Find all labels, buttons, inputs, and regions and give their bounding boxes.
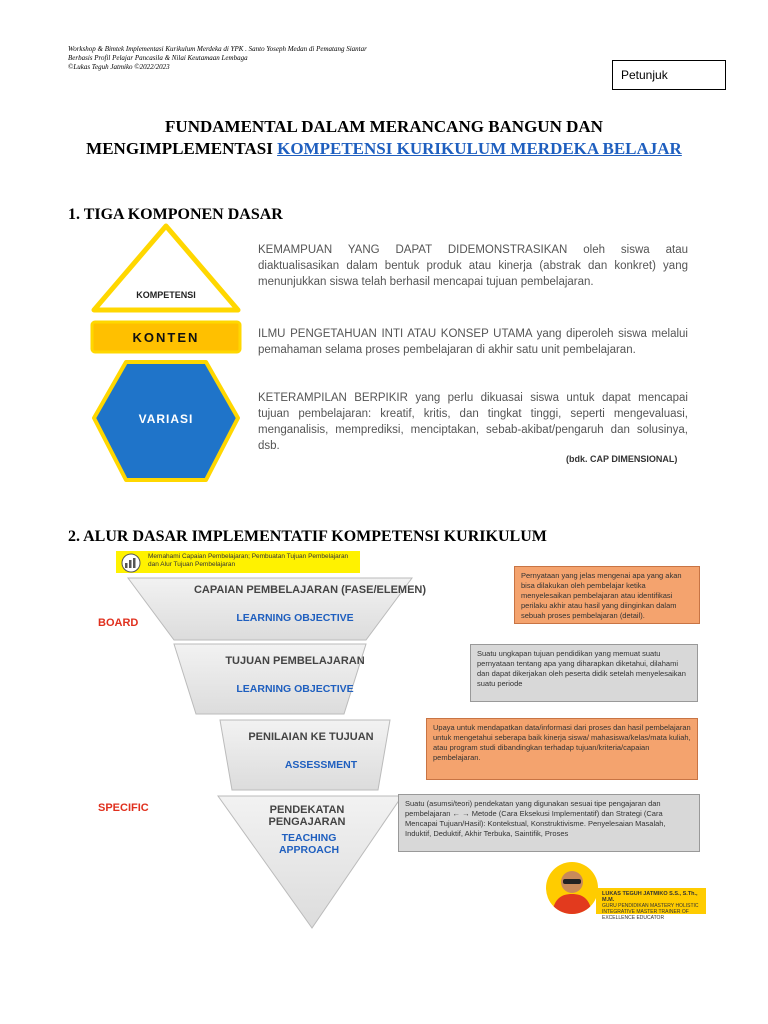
components-diagram: [86, 222, 246, 488]
page-title: [40, 116, 728, 160]
description-box-1: Pernyataan yang jelas mengenai apa yang akan bisa dilakukan oleh pembelajar ketika menyelesaikan pembelajaran atau identifikasi perilaku akhir atau hasil yang diinginkan dalam sebuah proses pembelajaran (detail).: [514, 566, 700, 624]
description-box-3: Upaya untuk mendapatkan data/informasi dari proses dan hasil pembelajaran untuk mengetahui seberapa baik kinerja siswa/ mahasiswa/kelas/mata kuliah, atau program studi dibandingkan terhadap tujuan/kriteria/capaian pembelajaran.: [426, 718, 698, 780]
note-top-text: Memahami Capaian Pembelajaran; Pembuatan Tujuan Pembelajaran dan Alur Tujuan Pembelajaran: [148, 553, 349, 568]
person-icon: [546, 862, 598, 914]
author-avatar: [546, 862, 598, 914]
variasi-label: VARIASI: [138, 412, 194, 426]
konten-description: ILMU PENGETAHUAN INTI ATAU KONSEP UTAMA yang diperoleh siswa melalui pemahaman selama proses pembelajaran di akhir satu unit pembelajaran.: [258, 328, 688, 356]
header-line-2: Berbasis Profil Pelajar Pancasila & Nilai Keutamaan Lembaga: [68, 54, 248, 62]
specific-label: SPECIFIC: [98, 802, 149, 814]
author-badge: [596, 888, 706, 921]
title-line-1: FUNDAMENTAL DALAM MERANCANG BANGUN DAN: [165, 117, 603, 136]
description-box-4: Suatu (asumsi/teori) pendekatan yang digunakan sesuai tipe pengajaran dan pembelajaran ← → Metode (Cara Eksekusi Implementatif) dan Strategi (Cara Mencapai Tujuan/Hasil): Kontekstual, Konstruktivisme. Penyelesaian Masalah, Induktif, Deduktif, Akhir Terbuka, Saintifik, Proses: [398, 794, 700, 852]
note-top: [116, 551, 360, 573]
description-box-2: Suatu ungkapan tujuan pendidikan yang memuat suatu pernyataan tentang apa yang diharapkan diketahui, dilahami dan dapat dikerjakan oleh peserta didik setelah menyelesaikan suatu periode: [470, 644, 698, 702]
header-line-1: Workshop & Bimtek Implementasi Kurikulum Merdeka di YPK . Santo Yoseph Medan di Pematang Siantar: [68, 45, 367, 53]
konten-label: KONTEN: [132, 330, 200, 345]
petunjuk-box[interactable]: Petunjuk: [612, 60, 726, 90]
variasi-description: KETERAMPILAN BERPIKIR yang perlu dikuasai siswa untuk dapat mencapai tujuan pembelajaran: kreatif, kritis, dan tingkat tinggi, seperti mengevaluasi, menganalisis, memprediksi, menciptakan, sebab-akibat/pengaruh dan solusinya, dsb.: [258, 392, 688, 452]
header-line-3: ©Lukas Teguh Jatmiko ©2022/2023: [68, 63, 170, 71]
stage-4-sub: TEACHING APPROACH: [278, 832, 340, 856]
stage-3-title: PENILAIAN KE TUJUAN: [248, 731, 374, 743]
title-highlight-link[interactable]: KOMPETENSI KURIKULUM MERDEKA BELAJAR: [277, 139, 682, 158]
stage-1-title: CAPAIAN PEMBELAJARAN (FASE/ELEMEN): [193, 584, 427, 596]
stage-1-sub: LEARNING OBJECTIVE: [236, 612, 354, 624]
stage-2-sub: LEARNING OBJECTIVE: [236, 683, 354, 695]
stage-2-title: TUJUAN PEMBELAJARAN: [225, 655, 365, 667]
stage-4-title: PENDEKATAN PENGAJARAN: [268, 804, 346, 828]
author-title: GURU PENDIDIKAN MASTERY HOLISTIC INTEGRATIVE MASTER TRAINER OF EXCELLENCE EDUCATOR: [602, 903, 699, 921]
kompetensi-description: KEMAMPUAN YANG DAPAT DIDEMONSTRASIKAN oleh siswa atau diaktualisasikan dalam bentuk produk atau kinerja (abstrak dan konkret) yang menunjukkan siswa telah berhasil mencapai tujuan pembelajaran.: [258, 244, 688, 288]
bdk-note: (bdk. CAP DIMENSIONAL): [566, 454, 678, 464]
section-1-heading: 1. TIGA KOMPONEN DASAR: [68, 206, 283, 223]
header-meta: [68, 45, 367, 72]
title-prefix: MENGIMPLEMENTASI: [86, 139, 278, 158]
section-2-heading: 2. ALUR DASAR IMPLEMENTATIF KOMPETENSI KURIKULUM: [68, 528, 547, 545]
stage-3-sub: ASSESSMENT: [284, 759, 358, 771]
kompetensi-label: KOMPETENSI: [136, 290, 196, 300]
chart-icon: [118, 553, 144, 573]
board-label: BOARD: [98, 617, 139, 629]
title-line-2: [40, 138, 728, 160]
author-name: LUKAS TEGUH JATMIKO S.S., S.Th., M.M.: [602, 891, 698, 903]
